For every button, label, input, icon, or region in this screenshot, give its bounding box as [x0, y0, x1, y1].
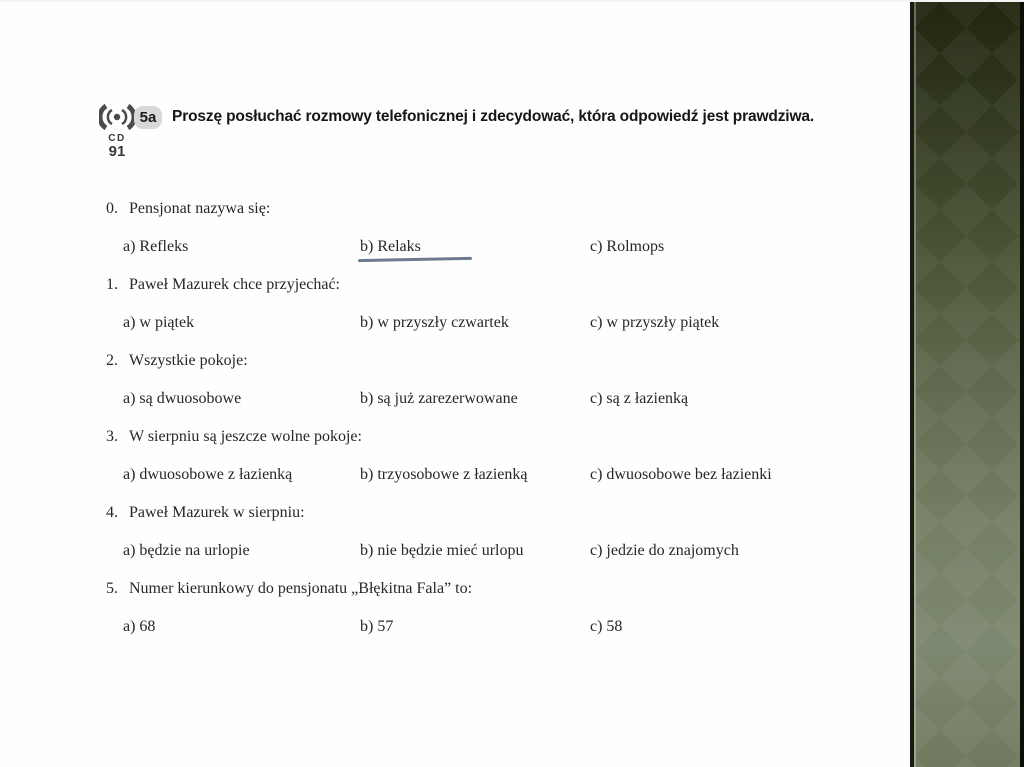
option-b: b) 57 [360, 618, 394, 635]
option-c: c) 58 [590, 618, 623, 635]
option-a: a) w piątek [123, 314, 195, 331]
question-stem: Wszystkie pokoje: [129, 352, 248, 369]
question-5 [106, 579, 836, 637]
answer-underline-mark [358, 257, 472, 262]
question-stem: W sierpniu są jeszcze wolne pokoje: [129, 428, 362, 445]
question-number: 3. [106, 428, 118, 445]
option-b: b) są już zarezerwowane [360, 390, 518, 407]
option-c: c) Rolmops [590, 238, 665, 255]
option-a: a) będzie na urlopie [123, 542, 250, 559]
exercise-number-badge: 5a [134, 106, 162, 129]
option-b: b) nie będzie mieć urlopu [360, 542, 524, 559]
textbook-page [0, 2, 910, 767]
question-3 [106, 427, 836, 485]
option-a: a) Refleks [123, 238, 189, 255]
option-c: c) jedzie do znajomych [590, 542, 739, 559]
option-c: c) w przyszły piątek [590, 314, 720, 331]
question-1 [106, 275, 836, 333]
question-list [106, 199, 836, 655]
cd-track-number: 91 [108, 143, 126, 160]
cd-label: CD [108, 133, 126, 144]
audio-cd-icon [96, 104, 138, 130]
option-c: c) dwuosobowe bez łazienki [590, 466, 772, 483]
option-b: b) trzyosobowe z łazienką [360, 466, 528, 483]
question-stem: Numer kierunkowy do pensjonatu „Błękitna Fala” to: [129, 580, 473, 597]
question-0 [106, 199, 836, 257]
question-number: 0. [106, 200, 118, 217]
question-stem: Pensjonat nazywa się: [129, 200, 271, 217]
exercise-instruction: Proszę posłuchać rozmowy telefonicznej i zdecydować, która odpowiedź jest prawdziwa. [172, 108, 814, 125]
question-stem: Paweł Mazurek chce przyjechać: [129, 276, 340, 293]
option-a: a) są dwuosobowe [123, 390, 242, 407]
decorative-sidebar [910, 2, 1024, 767]
question-number: 5. [106, 580, 118, 597]
question-stem: Paweł Mazurek w sierpniu: [129, 504, 305, 521]
option-c: c) są z łazienką [590, 390, 689, 407]
option-b: b) Relaks [360, 237, 590, 257]
option-a: a) 68 [123, 618, 156, 635]
question-number: 2. [106, 352, 118, 369]
question-4 [106, 503, 836, 561]
option-b: b) w przyszły czwartek [360, 314, 509, 331]
question-number: 1. [106, 276, 118, 293]
question-number: 4. [106, 504, 118, 521]
audio-block [96, 104, 138, 159]
option-a: a) dwuosobowe z łazienką [123, 466, 293, 483]
question-2 [106, 351, 836, 409]
